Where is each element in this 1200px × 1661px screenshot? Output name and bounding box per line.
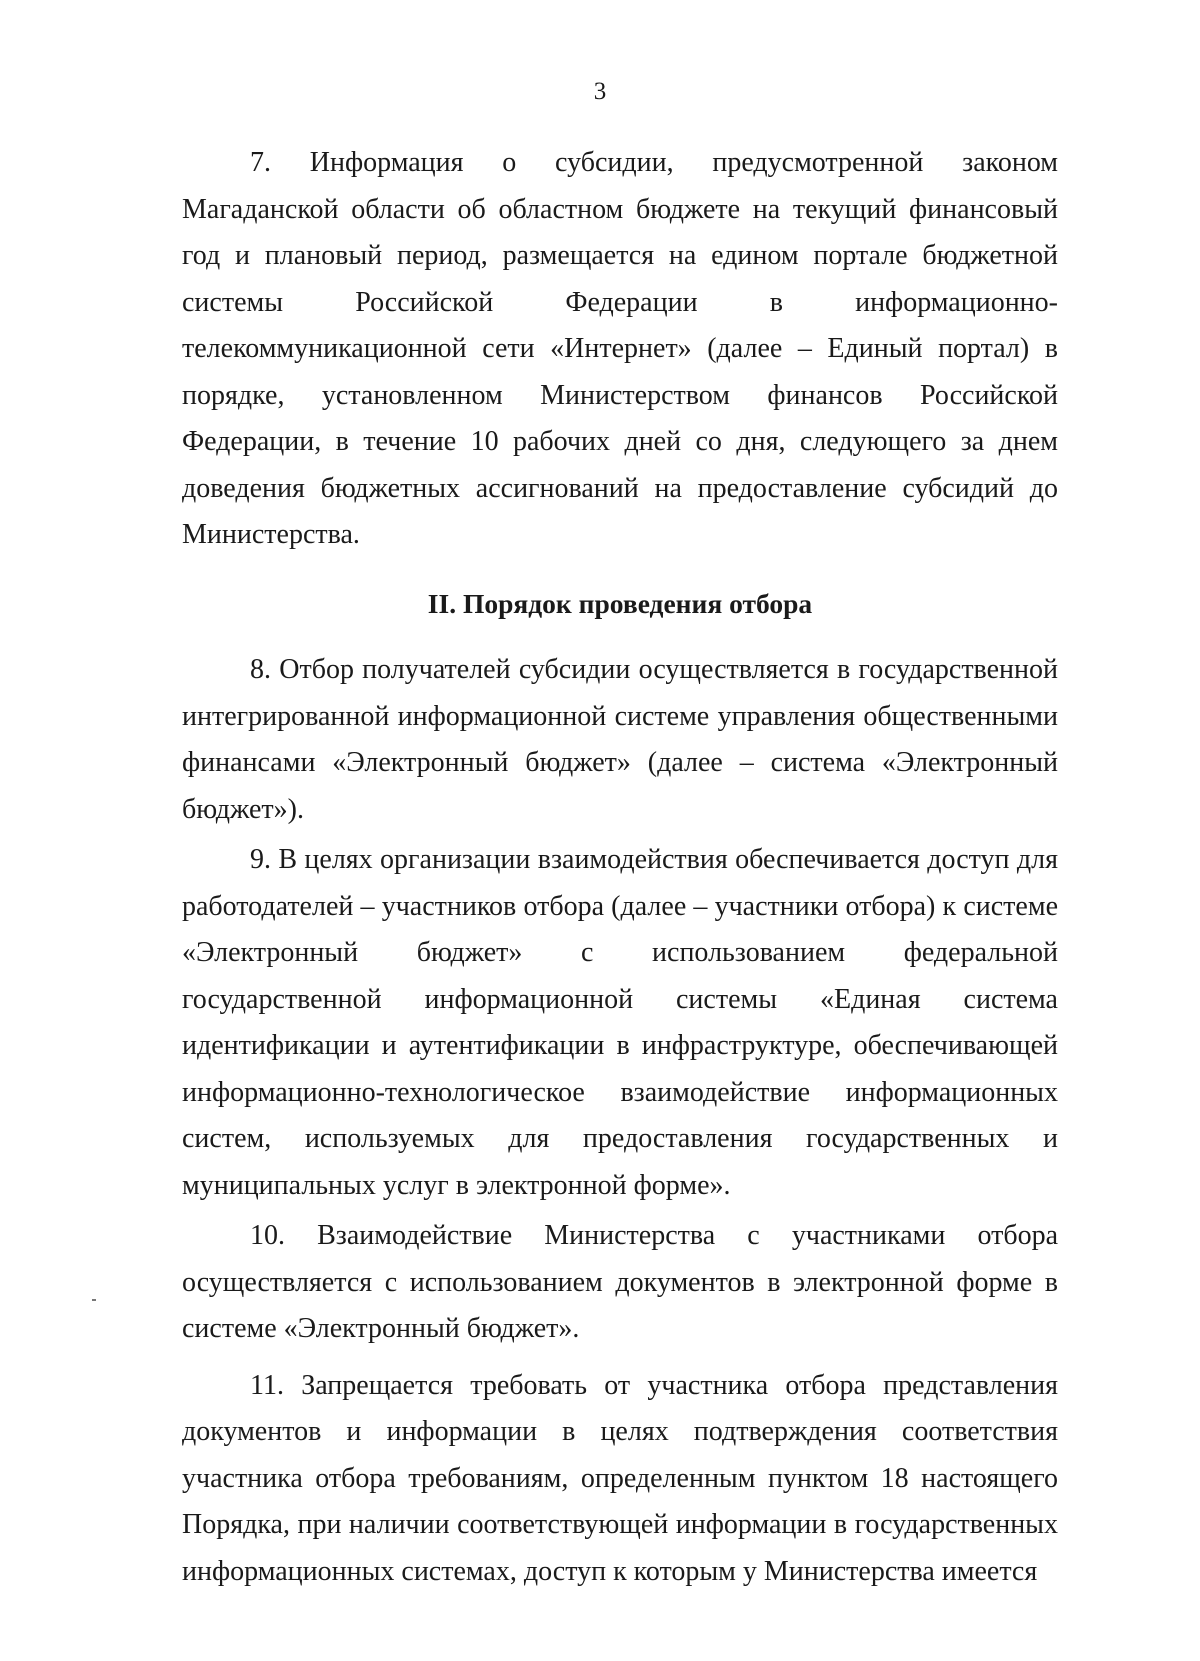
document-body bbox=[182, 140, 1058, 1595]
paragraph-8: 8. Отбор получателей субсидии осуществляется в государственной интегрированной информационной системе управления общественными финансами «Электронный бюджет» (далее – система «Электронный бюджет»). bbox=[182, 654, 1058, 825]
scan-margin-mark bbox=[92, 1299, 96, 1301]
paragraph-7: 7. Информация о субсидии, предусмотренной законом Магаданской области об областном бюджете на текущий финансовый год и плановый период, размещается на едином портале бюджетной системы Российской Федерации в информационно-телекоммуникационной сети «Интернет» (далее – Единый портал) в порядке, установленном Министерством финансов Российской Федерации, в течение 10 рабочих дней со дня, следующего за днем доведения бюджетных ассигнований на предоставление субсидий до Министерства. bbox=[182, 147, 1058, 550]
paragraph-11: 11. Запрещается требовать от участника отбора представления документов и информации в целях подтверждения соответствия участника отбора требованиям, определенным пунктом 18 настоящего Порядка, при наличии соответствующей информации в государственных информационных системах, доступ к которым у Министерства имеется bbox=[182, 1369, 1058, 1587]
paragraph-9: 9. В целях организации взаимодействия обеспечивается доступ для работодателей – участников отбора (далее – участники отбора) к системе «Электронный бюджет» с использованием федеральной государственной информационной системы «Единая система идентификации и аутентификации в инфраструктуре, обеспечивающей информационно-технологическое взаимодействие информационных систем, используемых для предоставления государственных и муниципальных услуг в электронной форме». bbox=[182, 844, 1058, 1201]
section-heading: II. Порядок проведения отбора bbox=[427, 587, 813, 619]
paragraph-10: 10. Взаимодействие Министерства с участниками отбора осуществляется с использованием документов в электронной форме в системе «Электронный бюджет». bbox=[182, 1220, 1058, 1344]
page-number: 3 bbox=[593, 78, 607, 105]
